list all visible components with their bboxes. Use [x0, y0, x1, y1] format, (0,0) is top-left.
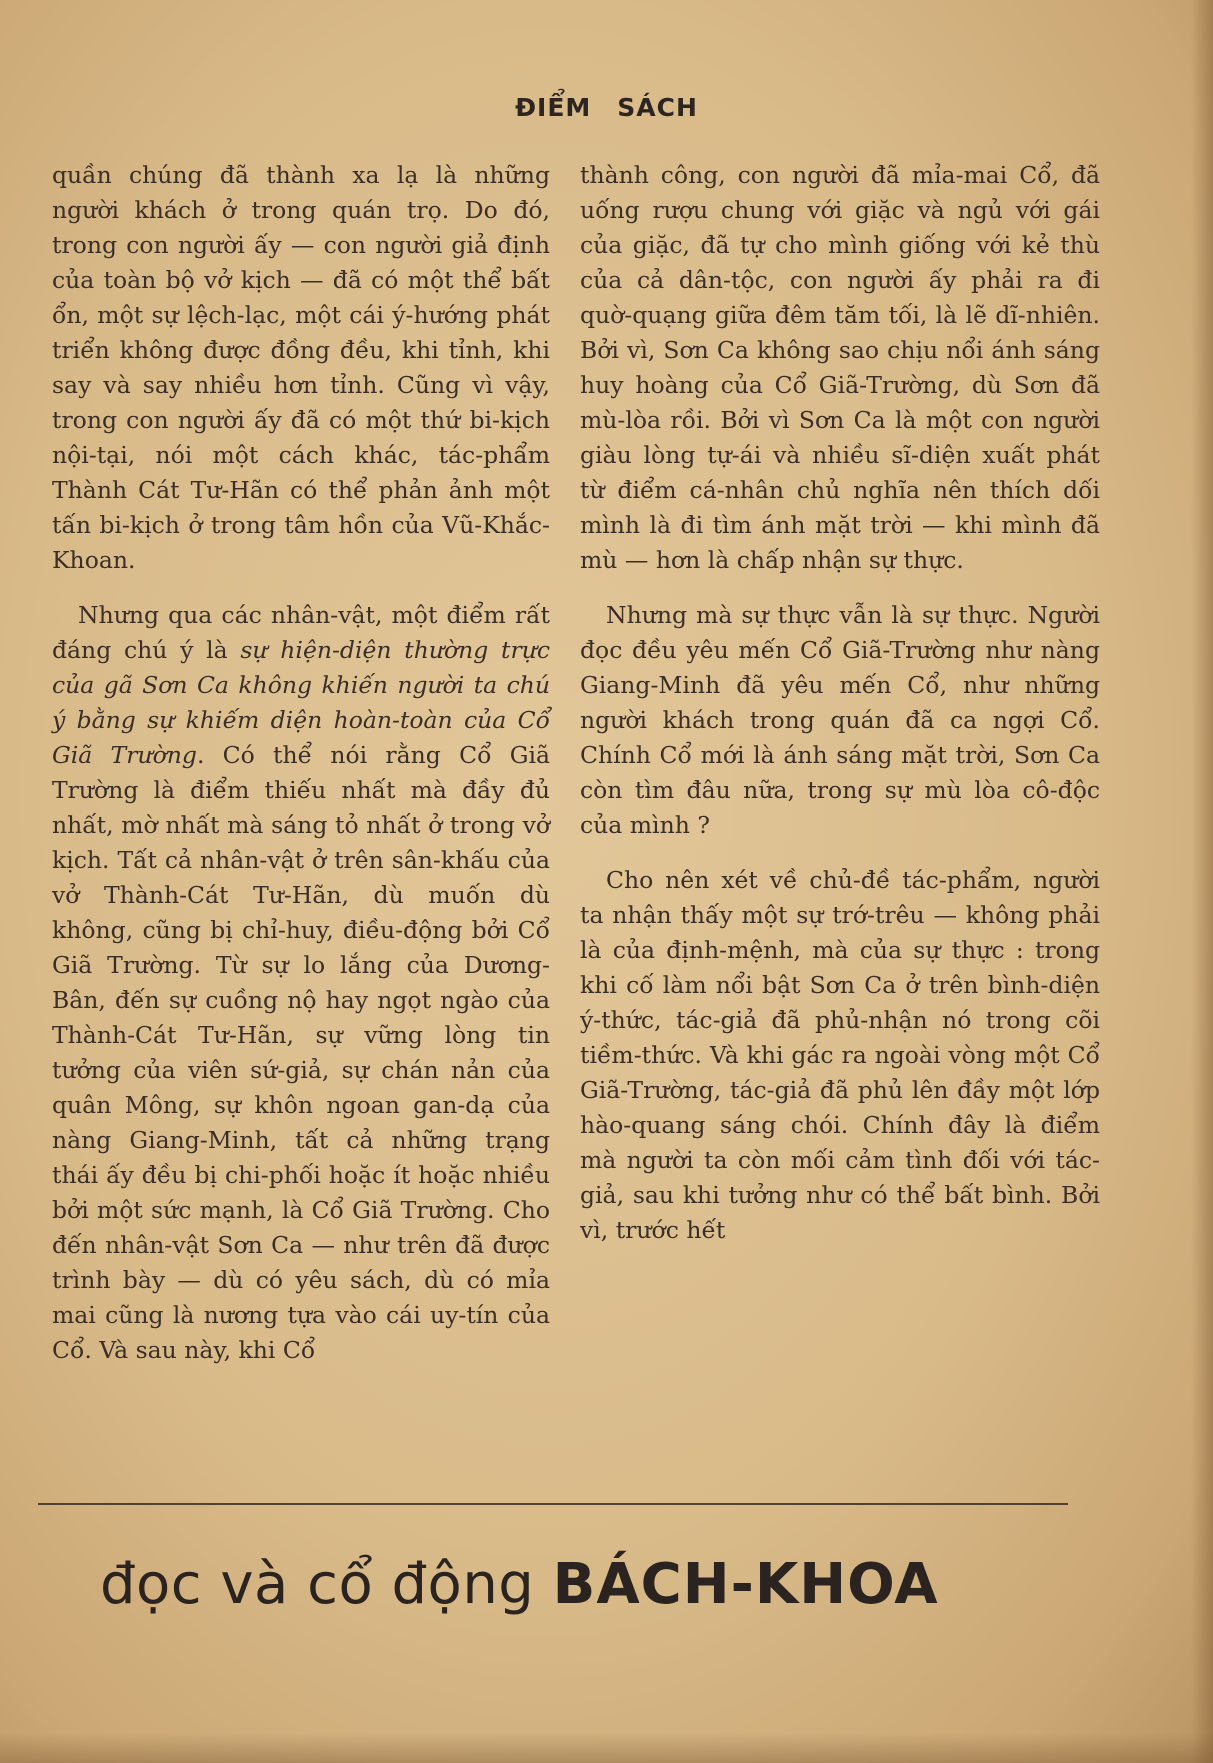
paragraph: quần chúng đã thành xa lạ là những người khách ở trong quán trọ. Do đó, trong con người ấy — con người giả định của toàn bộ vở kịch — đã có một thể bất ổn, một sự lệch-lạc, một cái ý-hướng phát triển không được đồng đều, khi tỉnh, khi say và say nhiều hơn tỉnh. Cũng vì vậy, trong con người ấy đã có một thứ bi-kịch nội-tại, nói một cách khác, tác-phẩm Thành Cát Tư-Hãn có thể phản ảnh một tấn bi-kịch ở trong tâm hồn của Vũ-Khắc-Khoan.: [52, 161, 550, 574]
paragraph-text: . Có thể nói rằng Cổ Giã Trường là điểm thiếu nhất mà đầy đủ nhất, mờ nhất mà sáng tỏ nhất ở trong vở kịch. Tất cả nhân-vật ở trên sân-khấu của vở Thành-Cát Tư-Hãn, dù muốn dù không, cũng bị chỉ-huy, điều-động bởi Cổ Giã Trường. Từ sự lo lắng của Dương-Bân, đến sự cuồng nộ hay ngọt ngào của Thành-Cát Tư-Hãn, sự vững lòng tin tưởng của viên sứ-giả, sự chán nản của quân Mông, sự khôn ngoan gan-dạ của nàng Giang-Minh, tất cả những trạng thái ấy đều bị chi-phối hoặc ít hoặc nhiều bởi một sức mạnh, là Cổ Giã Trường. Cho đến nhân-vật Sơn Ca — như trên đã được trình bày — dù có yêu sách, dù có mỉa mai cũng là nương tựa vào cái uy-tín của Cổ. Và sau này, khi Cổ: [52, 741, 550, 1364]
slogan-text: đọc và cổ động: [100, 1552, 553, 1617]
divider-rule: [38, 1503, 1068, 1505]
right-column: [580, 158, 1100, 1248]
running-head: [0, 93, 1213, 122]
footer-slogan: [100, 1552, 939, 1617]
paragraph: Nhưng mà sự thực vẫn là sự thực. Người đọc đều yêu mến Cổ Giã-Trường như nàng Giang-Minh đã yêu mến Cổ, như những người khách trong quán đã ca ngợi Cổ. Chính Cổ mới là ánh sáng mặt trời, Sơn Ca còn tìm đâu nữa, trong sự mù lòa cô-độc của mình ?: [580, 601, 1100, 839]
paragraph: [52, 598, 550, 1368]
page-edge-shadow: [1191, 0, 1213, 1763]
left-column: [52, 158, 550, 1368]
page-bottom-shadow: [0, 1733, 1213, 1763]
running-head-word-2: SÁCH: [617, 93, 698, 122]
paragraph-text: Nhưng qua các nhân-vật, một điểm rất đáng chú ý là: [52, 601, 550, 664]
paragraph: thành công, con người đã mỉa-mai Cổ, đã uống rượu chung với giặc và ngủ với gái của giặc, đã tự cho mình giống với kẻ thù của cả dân-tộc, con người ấy phải ra đi quờ-quạng giữa đêm tăm tối, là lẽ dĩ-nhiên. Bởi vì, Sơn Ca không sao chịu nổi ánh sáng huy hoàng của Cổ Giã-Trường, dù Sơn đã mù-lòa rồi. Bởi vì Sơn Ca là một con người giàu lòng tự-ái và nhiều sĩ-diện xuất phát từ điểm cá-nhân chủ nghĩa nên thích dối mình là đi tìm ánh mặt trời — khi mình đã mù — hơn là chấp nhận sự thực.: [580, 161, 1100, 574]
emphasized-text: sự hiện-diện thường trực của gã Sơn Ca không khiến người ta chú ý bằng sự khiếm diện hoàn-toàn của Cổ Giã Trường: [52, 636, 550, 769]
paragraph: Cho nên xét về chủ-đề tác-phẩm, người ta nhận thấy một sự trớ-trêu — không phải là của định-mệnh, mà của sự thực : trong khi cố làm nổi bật Sơn Ca ở trên bình-diện ý-thức, tác-giả đã phủ-nhận nó trong cõi tiềm-thức. Và khi gác ra ngoài vòng một Cổ Giã-Trường, tác-giả đã phủ lên đầy một lớp hào-quang sáng chói. Chính đây là điểm mà người ta còn mối cảm tình đối với tác-giả, sau khi tưởng như có thể bất bình. Bởi vì, trước hết: [580, 866, 1100, 1244]
slogan-brand: BÁCH-KHOA: [552, 1552, 939, 1617]
running-head-word-1: ĐIỂM: [515, 93, 592, 122]
